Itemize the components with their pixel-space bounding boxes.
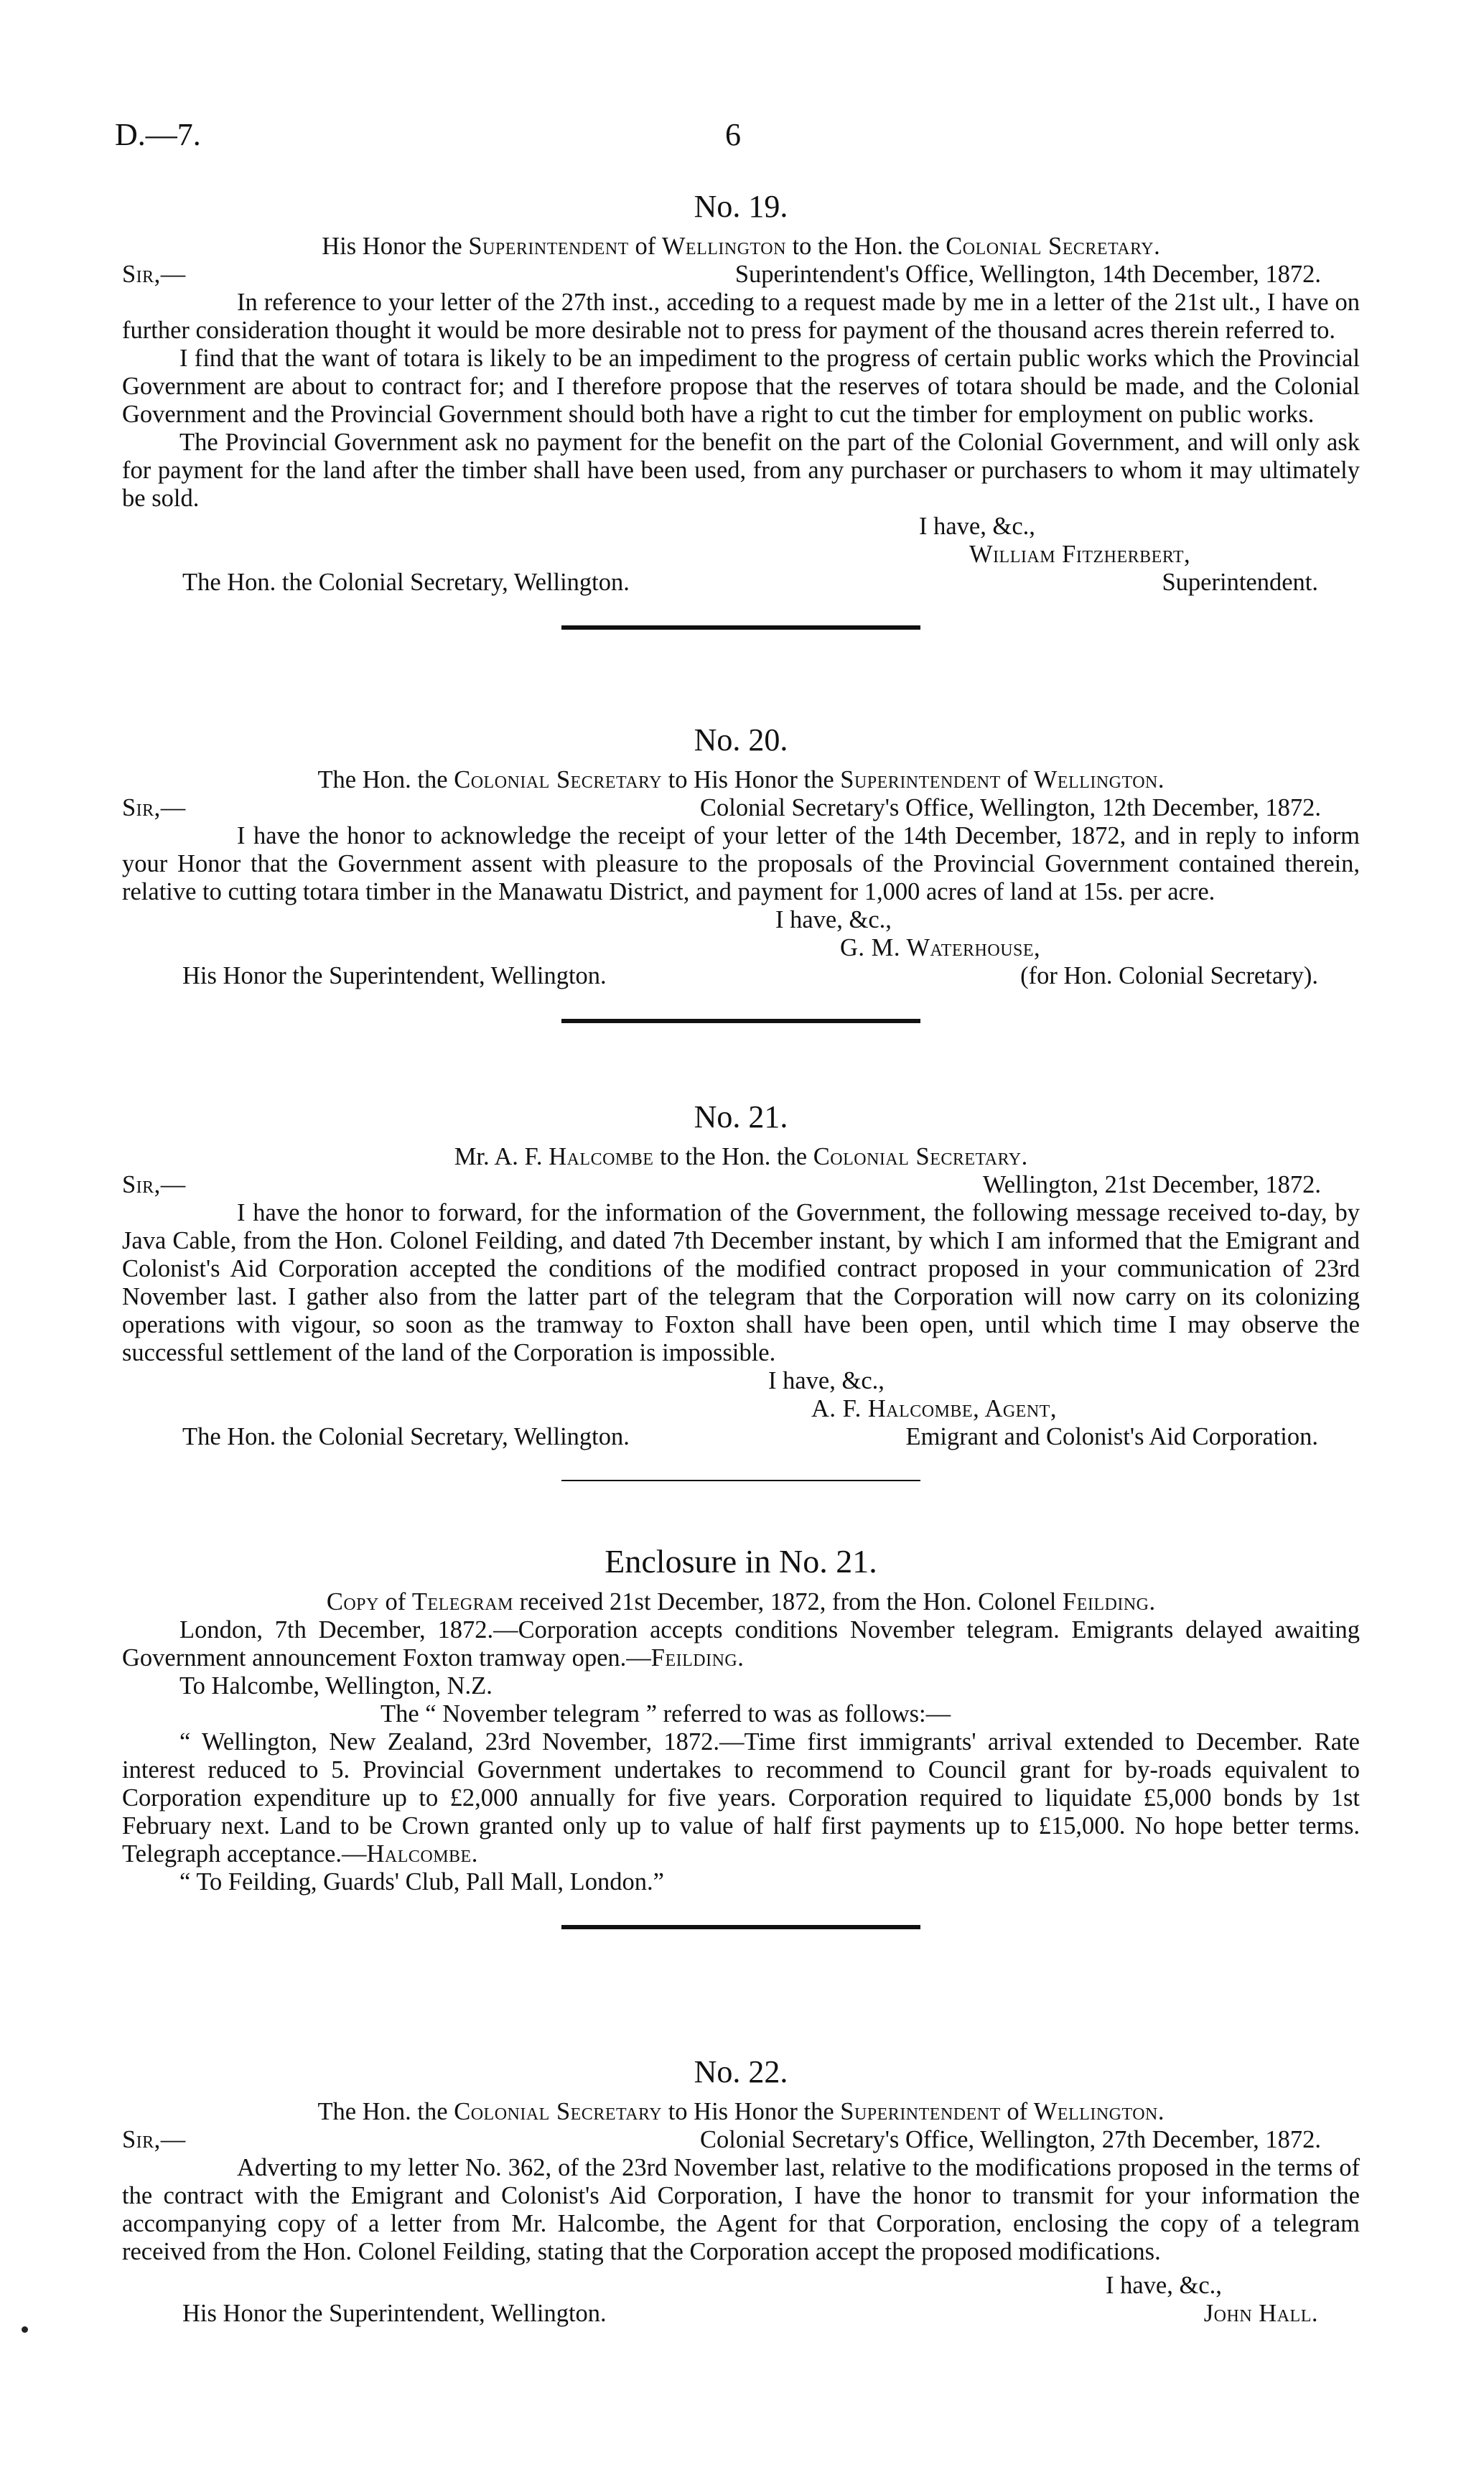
addressee-row [122, 1423, 1360, 1451]
signatory-title: Superintendent. [1162, 569, 1318, 596]
addressee-row [122, 962, 1360, 990]
closing: I have, &c., [919, 513, 1035, 540]
salutation: Sir,— [122, 1171, 186, 1198]
section-divider [561, 1480, 920, 1481]
salutation: Sir,— [122, 261, 186, 288]
section-divider [561, 1019, 920, 1023]
paragraph: I have the honor to acknowledge the receipt of your letter of the 14th December, 1872, and in reply to inform your Honor that the Government assent with pleasure to the proposals of the Provincial Government contained therein, relative to cutting totara timber in the Manawatu District, and payment for 1,000 acres of land at 15s. per acre. [122, 822, 1360, 905]
paragraph: I find that the want of totara is likely to be an impediment to the progress of certain public works which the Provincial Government are about to contract for; and I therefore propose that the reserves of totara should be made, and the Colonial Government and the Provincial Government should both have a right to cut the timber for employment on public works. [122, 345, 1360, 428]
addressee-row [122, 2300, 1360, 2328]
document-reference: D.—7. [115, 117, 201, 152]
signature: John Hall. [1203, 2300, 1318, 2327]
letter-21 [122, 1099, 1360, 1481]
paragraph: Adverting to my letter No. 362, of the 23rd November last, relative to the modifications proposed in the terms of the contract with the Emigrant and Colonist's Aid Corporation, I have the honor to transmit for your information the accompanying copy of a letter from Mr. Halcombe, the Agent for that Corporation, enclosing the copy of a telegram received from the Hon. Colonel Feilding, stating that the Corporation accept the proposed modifications. [122, 2154, 1360, 2265]
closing: I have, &c., [775, 906, 892, 933]
margin-mark [22, 2326, 28, 2333]
salutation: Sir,— [122, 794, 186, 821]
enclosure [122, 1542, 1360, 1929]
paragraph: In reference to your letter of the 27th inst., acceding to a request made by me in a letter of the 21st ult., I have on further consideration thought it would be more desirable not to press for payment of the thousand acres therein referred to. [122, 289, 1360, 344]
telegram-recipient: To Halcombe, Wellington, N.Z. [179, 1672, 493, 1700]
salutation-row [122, 261, 1360, 289]
salutation-row [122, 794, 1360, 822]
signatory-title: (for Hon. Colonial Secretary). [1020, 962, 1318, 989]
enclosure-title: Enclosure in No. 21. [605, 1543, 877, 1580]
closing: I have, &c., [1106, 2272, 1222, 2299]
signatory-title: Emigrant and Colonist's Aid Corporation. [905, 1423, 1318, 1450]
letter-22 [122, 2053, 1360, 2328]
paragraph: I have the honor to forward, for the information of the Government, the following message received to-day, by Java Cable, from the Hon. Colonel Feilding, and dated 7th December instant, by which I am informed that the Emigrant and Colonist's Aid Corporation accepted the conditions of the modified contract proposed in your communication of 23rd November last. I gather also from the latter part of the telegram that the Corporation will now carry on its colonizing operations with vigour, so soon as the tramway to Foxton shall have been open, until which time I may observe the successful settlement of the land of the Corporation is impossible. [122, 1199, 1360, 1366]
signature: William Fitzherbert, [969, 541, 1191, 568]
letter-heading: The Hon. the Colonial Secretary to His Honor the Superintendent of Wellington. [317, 2098, 1165, 2125]
place-date: Colonial Secretary's Office, Wellington, 27th December, 1872. [700, 2126, 1321, 2153]
addressee: The Hon. the Colonial Secretary, Wellington. [182, 1423, 630, 1450]
signature: G. M. Waterhouse, [840, 934, 1041, 961]
november-telegram-text: “ Wellington, New Zealand, 23rd November, 1872.—Time first immigrants' arrival extended to December. Rate interest reduced to 5. Provincial Government undertakes to recommend to Council grant for by-roads equivalent to Corporation expenditure up to £2,000 annually for five years. Corporation required to liquidate £5,000 bonds by 1st February next. Land to be Crown granted only up to value of half first payments up to £15,000. No hope better terms. Telegraph acceptance.—Halcombe. [122, 1728, 1360, 1868]
november-telegram-recipient: “ To Feilding, Guards' Club, Pall Mall, London.” [179, 1868, 664, 1896]
letter-20 [122, 722, 1360, 1023]
letter-number: No. 21. [694, 1099, 788, 1134]
section-divider [561, 625, 920, 630]
paragraph: The Provincial Government ask no payment for the benefit on the part of the Colonial Government, and will only ask for payment for the land after the timber shall have been used, from any purchaser or purchasers to whom it may ultimately be sold. [122, 429, 1360, 512]
salutation-row [122, 2126, 1360, 2154]
letter-number: No. 22. [694, 2054, 788, 2089]
telegram-intro: The “ November telegram ” referred to was as follows:— [381, 1700, 951, 1728]
section-divider [561, 1925, 920, 1929]
addressee: The Hon. the Colonial Secretary, Wellington. [182, 569, 630, 596]
addressee-row [122, 569, 1360, 597]
addressee: His Honor the Superintendent, Wellington. [182, 2300, 607, 2327]
place-date: Wellington, 21st December, 1872. [982, 1171, 1321, 1198]
letter-heading: His Honor the Superintendent of Wellington to the Hon. the Colonial Secretary. [322, 233, 1160, 260]
place-date: Colonial Secretary's Office, Wellington, 12th December, 1872. [700, 794, 1321, 821]
letter-number: No. 19. [694, 189, 788, 224]
letter-19 [122, 188, 1360, 630]
letter-heading: Mr. A. F. Halcombe to the Hon. the Colonial Secretary. [454, 1143, 1028, 1170]
place-date: Superintendent's Office, Wellington, 14th December, 1872. [734, 261, 1321, 288]
page-number: 6 [725, 117, 741, 152]
telegram-text: London, 7th December, 1872.—Corporation accepts conditions November telegram. Emigrants delayed awaiting Government announcement Foxton tramway open.—Feilding. [122, 1616, 1360, 1672]
letter-number: No. 20. [694, 722, 788, 757]
addressee: His Honor the Superintendent, Wellington. [182, 962, 607, 989]
letter-heading: The Hon. the Colonial Secretary to His Honor the Superintendent of Wellington. [317, 766, 1165, 793]
salutation: Sir,— [122, 2126, 186, 2153]
enclosure-heading: Copy of Telegram received 21st December, 1872, from the Hon. Colonel Feilding. [326, 1588, 1156, 1616]
signature: A. F. Halcombe, Agent, [811, 1395, 1057, 1422]
closing: I have, &c., [768, 1367, 885, 1394]
salutation-row [122, 1171, 1360, 1199]
